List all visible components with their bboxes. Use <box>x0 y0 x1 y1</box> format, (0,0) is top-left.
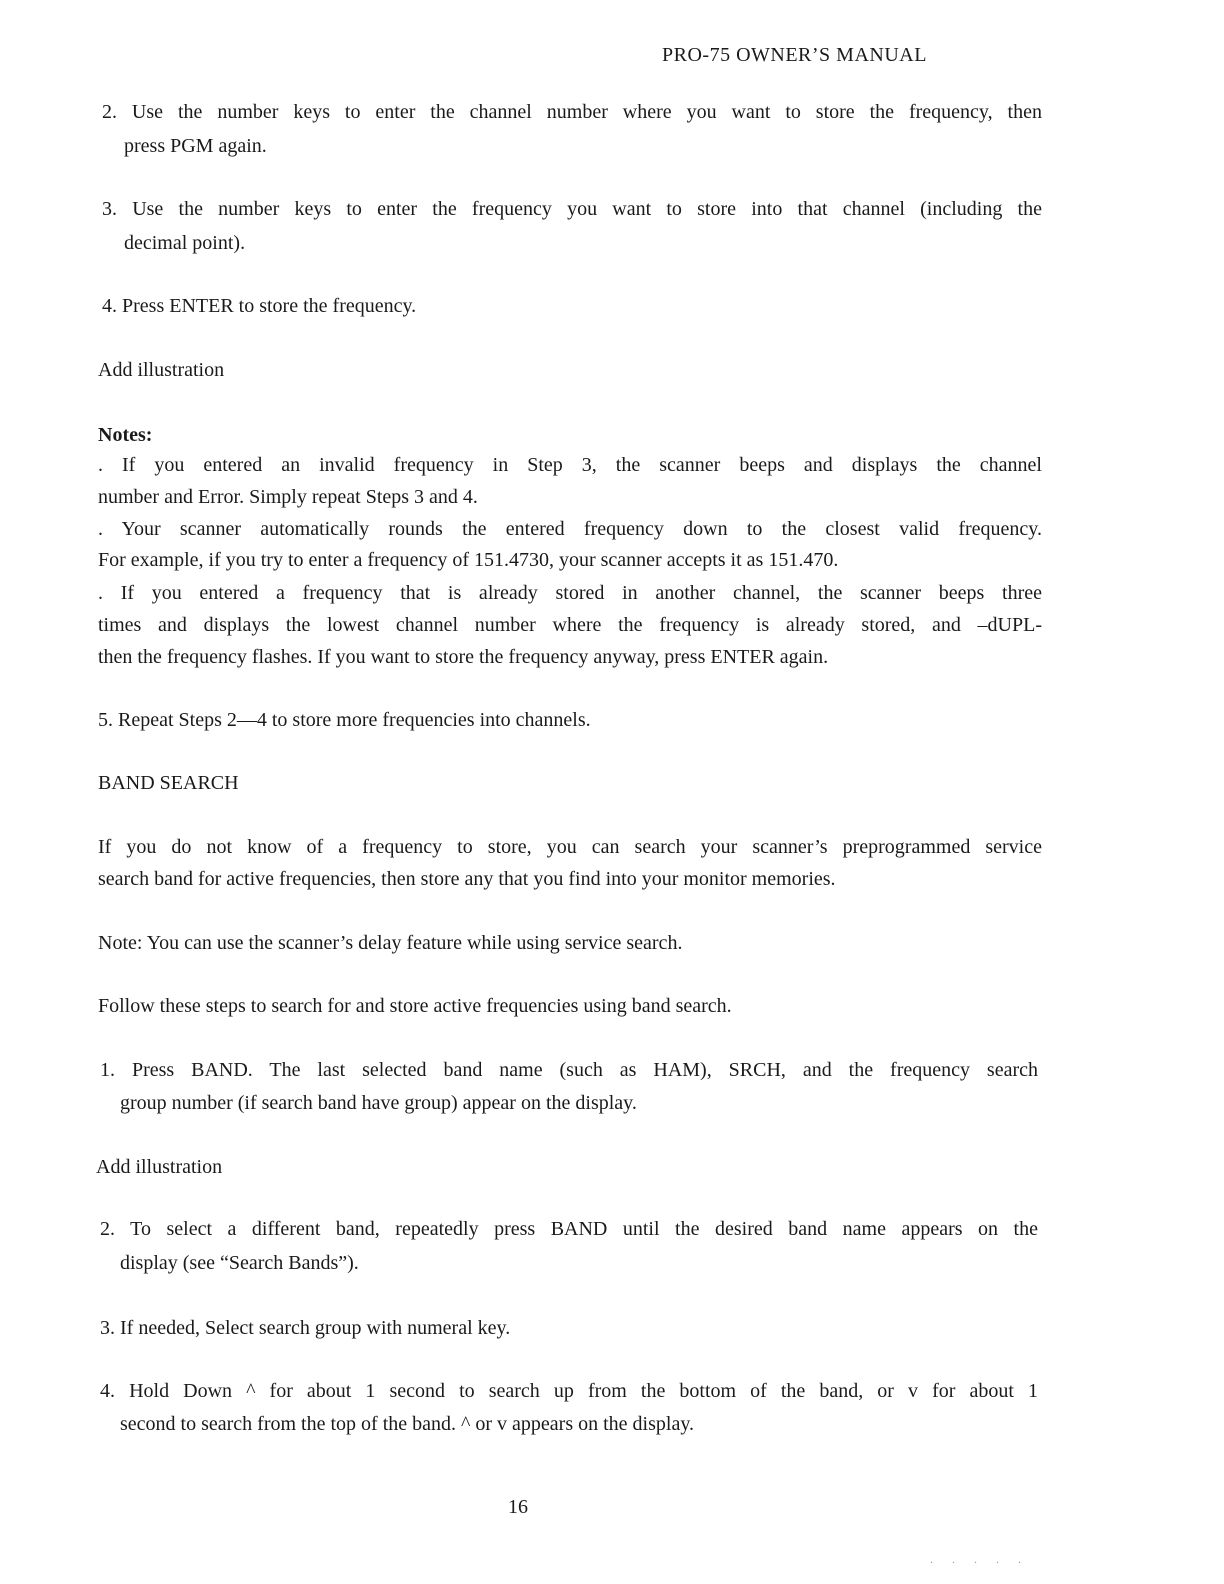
bs-step-1-line-1: 1. Press BAND. The last selected band name (such as HAM), SRCH, and the frequency search <box>100 1059 1038 1081</box>
illustration-placeholder-1: Add illustration <box>98 359 225 381</box>
notes-heading: Notes: <box>98 424 153 446</box>
bs-step-4-line-2: second to search from the top of the band. ^ or v appears on the display. <box>120 1413 695 1435</box>
page-number: 16 <box>508 1496 528 1518</box>
note-text: You can use the scanner’s delay feature while using service search. <box>142 932 683 954</box>
note-line-6: times and displays the lowest channel number where the frequency is already stored, and –dUPL- <box>98 614 1042 636</box>
note-line-1: . If you entered an invalid frequency in Step 3, the scanner beeps and displays the channel <box>98 454 1042 476</box>
note-line-2: number and Error. Simply repeat Steps 3 and 4. <box>98 486 478 508</box>
bs-step-2-line-2: display (see “Search Bands”). <box>120 1252 359 1274</box>
band-search-note <box>98 931 682 955</box>
note-line-4: For example, if you try to enter a frequency of 151.4730, your scanner accepts it as 151.470. <box>98 549 839 571</box>
step-4-line: 4. Press ENTER to store the frequency. <box>102 295 417 317</box>
note-line-3: . Your scanner automatically rounds the entered frequency down to the closest valid frequency. <box>98 518 1042 540</box>
note-line-7: then the frequency flashes. If you want to store the frequency anyway, press ENTER again. <box>98 646 829 668</box>
bs-step-3-line: 3. If needed, Select search group with numeral key. <box>100 1317 511 1339</box>
note-label: Note: <box>98 932 143 954</box>
band-search-follow: Follow these steps to search for and store active frequencies using band search. <box>98 995 732 1017</box>
bs-step-2-line-1: 2. To select a different band, repeatedly press BAND until the desired band name appears on the <box>100 1218 1038 1240</box>
illustration-placeholder-2: Add illustration <box>96 1156 223 1178</box>
page-header: PRO-75 OWNER’S MANUAL <box>662 44 927 66</box>
bs-step-4-line-1: 4. Hold Down ^ for about 1 second to search up from the bottom of the band, or v for about 1 <box>100 1380 1038 1402</box>
scan-marks: . . . . . <box>930 1552 1029 1566</box>
step-3-line-1: 3. Use the number keys to enter the frequency you want to store into that channel (including the <box>102 198 1042 220</box>
step-2-line-2: press PGM again. <box>124 135 267 157</box>
note-line-5: . If you entered a frequency that is already stored in another channel, the scanner beeps three <box>98 582 1042 604</box>
band-search-intro-line-2: search band for active frequencies, then store any that you find into your monitor memories. <box>98 868 836 890</box>
band-search-intro-line-1: If you do not know of a frequency to store, you can search your scanner’s preprogrammed service <box>98 836 1042 858</box>
step-2-line-1: 2. Use the number keys to enter the channel number where you want to store the frequency, then <box>102 101 1042 123</box>
bs-step-1-line-2: group number (if search band have group) appear on the display. <box>120 1092 637 1114</box>
band-search-heading: BAND SEARCH <box>98 772 239 794</box>
step-3-line-2: decimal point). <box>124 232 246 254</box>
step-5-line: 5. Repeat Steps 2—4 to store more frequencies into channels. <box>98 709 591 731</box>
